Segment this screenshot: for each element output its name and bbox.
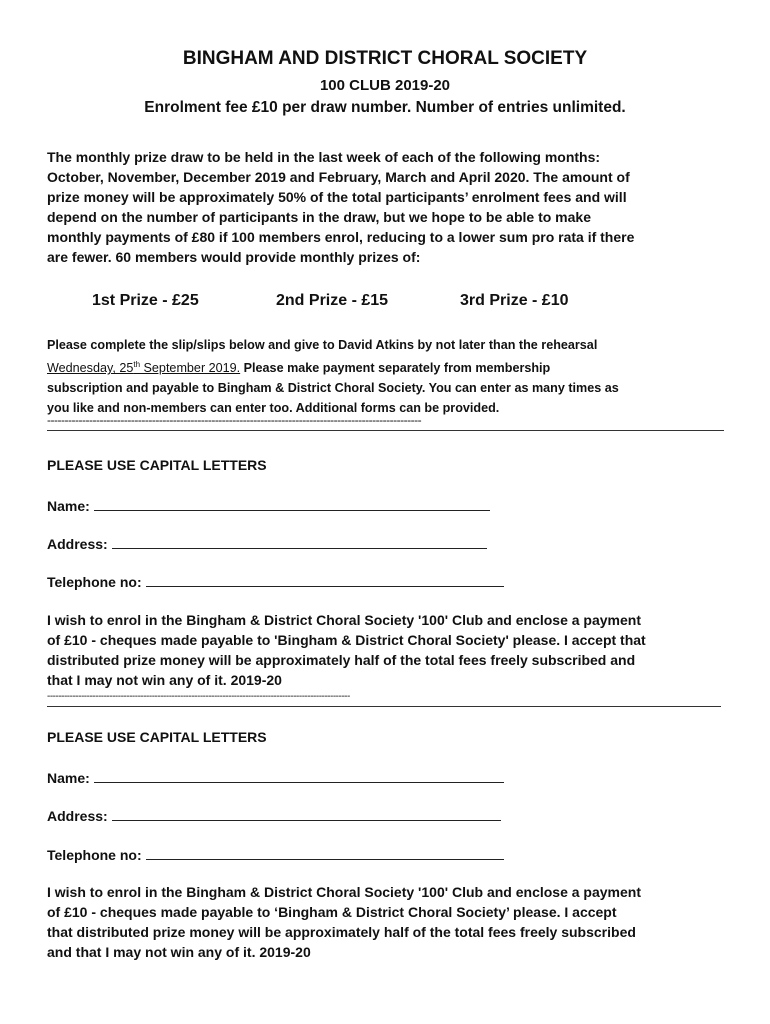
intro-line: The monthly prize draw to be held in the last week of each of the following months: <box>47 149 601 165</box>
name-field[interactable]: Name: <box>47 496 490 514</box>
cut-line-dashes: ----------------------------------------------------------------------------------------------------------- <box>47 413 422 427</box>
declaration-line: that I may not win any of it. 2019-20 <box>47 672 282 688</box>
name-field[interactable]: Name: <box>47 768 504 786</box>
intro-line: depend on the number of participants in the draw, but we hope to be able to make <box>47 209 591 225</box>
first-prize: 1st Prize - £25 <box>92 292 199 309</box>
cut-line-dashes: ----------------------------------------------------------------------------------------------------------- <box>47 691 350 702</box>
address-field[interactable]: Address: <box>47 806 501 824</box>
instructions-line: Please complete the slip/slips below and give to David Atkins by not later than the rehearsal <box>47 338 598 352</box>
fee-subtitle: Enrolment fee £10 per draw number. Number of entries unlimited. <box>144 99 626 116</box>
instructions-line: subscription and payable to Bingham & District Choral Society. You can enter as many times as <box>47 381 619 396</box>
declaration-line: of £10 - cheques made payable to 'Bingham & District Choral Society' please. I accept that <box>47 632 646 648</box>
address-field[interactable]: Address: <box>47 534 487 552</box>
declaration-line: distributed prize money will be approximately half of the total fees freely subscribed and <box>47 652 636 668</box>
declaration-line: and that I may not win any of it. 2019-20 <box>47 944 311 960</box>
declaration-paragraph <box>47 610 646 690</box>
club-subtitle: 100 CLUB 2019-20 <box>319 77 451 94</box>
declaration-line: I wish to enrol in the Bingham & District Choral Society '100' Club and enclose a payment <box>47 612 642 628</box>
telephone-field[interactable]: Telephone no: <box>47 572 504 590</box>
intro-line: monthly payments of £80 if 100 members enrol, reducing to a lower sum pro rata if there <box>47 229 635 245</box>
slip-heading: PLEASE USE CAPITAL LETTERS <box>47 457 267 473</box>
instructions-paragraph <box>47 335 619 418</box>
slip-heading: PLEASE USE CAPITAL LETTERS <box>47 729 267 745</box>
intro-line: October, November, December 2019 and February, March and April 2020. The amount of <box>47 169 630 185</box>
declaration-paragraph <box>47 882 641 962</box>
intro-line: prize money will be approximately 50% of the total participants’ enrolment fees and will <box>47 189 627 205</box>
declaration-line: that distributed prize money will be approximately half of the total fees freely subscribed <box>47 924 636 940</box>
instructions-line: Wednesday, 25th September 2019. Please make payment separately from membership <box>47 360 551 376</box>
third-prize: 3rd Prize - £10 <box>460 292 569 309</box>
intro-paragraph <box>47 147 634 267</box>
cut-line-rule <box>47 706 721 707</box>
cut-line-rule <box>47 430 724 431</box>
deadline-date: Wednesday, 25th September 2019. <box>47 360 241 376</box>
instructions-line: you like and non-members can enter too. Additional forms can be provided. <box>47 401 500 416</box>
intro-line: are fewer. 60 members would provide monthly prizes of: <box>47 249 421 265</box>
second-prize: 2nd Prize - £15 <box>276 292 389 309</box>
declaration-line: I wish to enrol in the Bingham & District Choral Society '100' Club and enclose a payment <box>47 884 642 900</box>
document-title: BINGHAM AND DISTRICT CHORAL SOCIETY <box>182 48 588 69</box>
telephone-field[interactable]: Telephone no: <box>47 845 504 863</box>
declaration-line: of £10 - cheques made payable to ‘Bingham & District Choral Society’ please. I accept <box>47 904 617 920</box>
